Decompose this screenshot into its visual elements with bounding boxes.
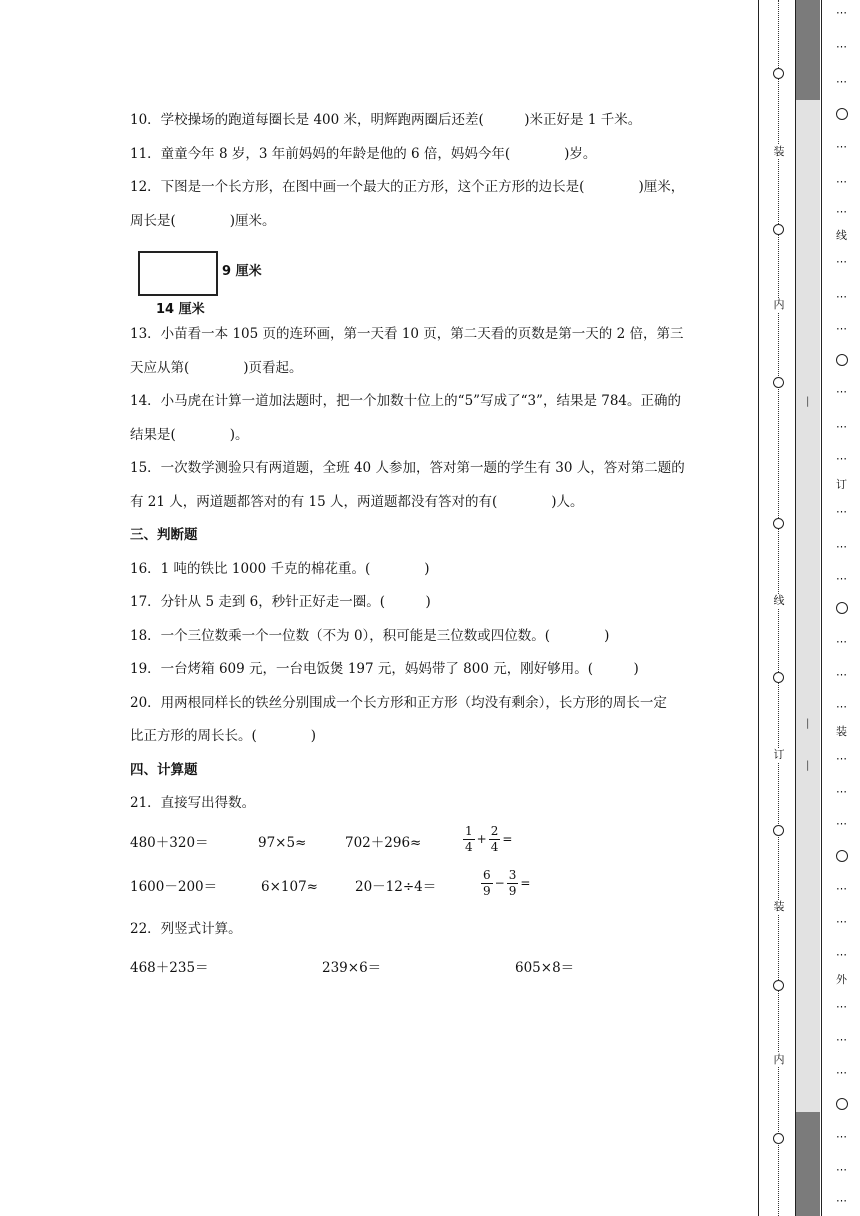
question-22: 22．列竖式计算。 <box>130 920 242 937</box>
margin-tick: | <box>806 760 810 771</box>
question-16: 16．1 吨的铁比 1000 千克的棉花重。( ) <box>130 560 430 577</box>
binding-label: 内 <box>773 298 785 311</box>
rectangle-length-label: 14 厘米 <box>156 302 205 317</box>
dot-filler: ⋯ <box>836 1000 848 1013</box>
dot-filler: ⋯ <box>836 635 848 648</box>
binding-hole-icon <box>773 68 784 79</box>
question-10: 10．学校操场的跑道每圈长是 400 米，明辉跑两圈后还差( )米正好是 1 千米。 <box>130 112 642 128</box>
denominator: 4 <box>490 839 499 854</box>
dot-filler: ⋯ <box>836 140 848 153</box>
vertical-calc-item: 605×8＝ <box>515 960 575 976</box>
dot-filler: ⋯ <box>836 6 848 19</box>
binding-hole-icon <box>773 377 784 388</box>
dot-filler: ⋯ <box>836 1130 848 1143</box>
binding-hole-icon <box>773 518 784 529</box>
question-12-line2: 周长是( )厘米。 <box>130 212 276 229</box>
question-21: 21．直接写出得数。 <box>130 795 256 811</box>
outer-binding-label: 装 <box>836 725 848 738</box>
fraction-expression <box>480 868 531 899</box>
inner-binding-line <box>772 0 786 1216</box>
dot-filler: ⋯ <box>836 1194 848 1207</box>
binding-hole-icon <box>773 224 784 235</box>
calc-item: 480＋320＝ <box>130 834 209 851</box>
dot-filler: ⋯ <box>836 322 848 335</box>
dot-filler: ⋯ <box>836 817 848 830</box>
binding-dark-band-bottom <box>796 1112 820 1216</box>
dot-filler: ⋯ <box>836 175 848 188</box>
dot-filler: ⋯ <box>836 505 848 518</box>
question-20-line2: 比正方形的周长长。( ) <box>130 728 317 744</box>
question-14-line2: 结果是( )。 <box>130 426 249 443</box>
margin-tick: | <box>806 718 810 729</box>
question-13-line1: 13．小苗看一本 105 页的连环画，第一天看 10 页，第二天看的页数是第一天的 2 倍，第三 <box>130 326 684 342</box>
calc-item: 702＋296≈ <box>345 834 422 851</box>
dot-filler: ⋯ <box>836 75 848 88</box>
outer-binding-label: 订 <box>836 478 848 491</box>
calc-item: 97×5≈ <box>258 834 307 851</box>
binding-label: 内 <box>773 1053 785 1066</box>
dot-filler: ⋯ <box>836 1033 848 1046</box>
equals-sign: = <box>520 876 531 890</box>
dot-filler: ⋯ <box>836 540 848 553</box>
dot-filler: ⋯ <box>836 882 848 895</box>
question-15-line2: 有 21 人，两道题都答对的有 15 人，两道题都没有答对的有( )人。 <box>130 493 584 510</box>
dot-filler: ⋯ <box>836 420 848 433</box>
binding-label: 线 <box>773 594 785 607</box>
question-15-line1: 15．一次数学测验只有两道题，全班 40 人参加，答对第一题的学生有 30 人，答对第二题的 <box>130 460 685 476</box>
dot-filler: ⋯ <box>836 668 848 681</box>
binding-hole-icon <box>836 354 848 366</box>
question-19: 19．一台烤箱 609 元，一台电饭煲 197 元，妈妈带了 800 元，刚好够用。( ) <box>130 661 639 677</box>
binding-label: 装 <box>773 900 785 913</box>
outer-binding-label: 外 <box>836 973 848 986</box>
dot-filler: ⋯ <box>836 1163 848 1176</box>
binding-hole-icon <box>773 1133 784 1144</box>
section-heading-judgement: 三、判断题 <box>130 527 198 543</box>
section-heading-calculation: 四、计算题 <box>130 761 198 778</box>
outer-binding-line <box>832 0 852 1216</box>
dot-filler: ⋯ <box>836 785 848 798</box>
denominator: 9 <box>483 883 491 898</box>
dot-filler: ⋯ <box>836 1066 848 1079</box>
vertical-calc-item: 468＋235＝ <box>130 960 209 976</box>
fraction <box>489 824 501 855</box>
outer-binding-label: 线 <box>836 229 848 242</box>
dot-filler: ⋯ <box>836 385 848 398</box>
dot-filler: ⋯ <box>836 290 848 303</box>
binding-hole-icon <box>836 1098 848 1110</box>
rectangle-width-label: 9 厘米 <box>222 264 262 279</box>
question-11: 11．童童今年 8 岁，3 年前妈妈的年龄是他的 6 倍，妈妈今年( )岁。 <box>130 145 597 162</box>
operator: − <box>494 876 505 890</box>
binding-hole-icon <box>836 108 848 120</box>
binding-hole-icon <box>773 980 784 991</box>
calc-item: 20－12÷4＝ <box>355 878 437 895</box>
rectangle-figure <box>130 244 730 316</box>
fraction <box>463 824 475 855</box>
binding-hole-icon <box>773 672 784 683</box>
dotted-line <box>778 0 779 1216</box>
binding-hole-icon <box>836 602 848 614</box>
dot-filler: ⋯ <box>836 452 848 465</box>
binding-hole-icon <box>836 850 848 862</box>
calc-item: 6×107≈ <box>261 878 318 895</box>
question-18: 18．一个三位数乘一个一位数（不为 0），积可能是三位数或四位数。( ) <box>130 627 610 644</box>
denominator: 4 <box>465 839 473 854</box>
binding-gray-strip <box>796 0 820 1216</box>
fraction <box>481 868 493 899</box>
binding-label: 装 <box>773 145 785 158</box>
margin-border-right <box>821 0 822 1216</box>
binding-hole-icon <box>773 825 784 836</box>
dot-filler: ⋯ <box>836 572 848 585</box>
question-20-line1: 20．用两根同样长的铁丝分别围成一个长方形和正方形（均没有剩余），长方形的周长一定 <box>130 694 667 711</box>
dot-filler: ⋯ <box>836 40 848 53</box>
operator: + <box>476 832 487 846</box>
binding-label: 订 <box>773 748 785 761</box>
vertical-calc-row <box>130 946 730 990</box>
dot-filler: ⋯ <box>836 255 848 268</box>
dot-filler: ⋯ <box>836 205 848 218</box>
question-17: 17．分针从 5 走到 6，秒针正好走一圈。( ) <box>130 594 431 610</box>
fraction <box>507 868 519 899</box>
numerator: 3 <box>508 867 517 882</box>
dot-filler: ⋯ <box>836 752 848 765</box>
question-13-line2: 天应从第( )页看起。 <box>130 359 303 376</box>
question-14-line1: 14．小马虎在计算一道加法题时，把一个加数十位上的“5”写成了“3”，结果是 784。正确的 <box>130 393 682 409</box>
numerator: 1 <box>465 823 473 838</box>
calc-row-2 <box>130 865 730 909</box>
dot-filler: ⋯ <box>836 700 848 713</box>
calc-item: 1600－200＝ <box>130 878 218 895</box>
vertical-calc-item: 239×6＝ <box>322 960 382 976</box>
rectangle-shape <box>138 251 218 296</box>
denominator: 9 <box>508 883 517 898</box>
question-area <box>130 104 730 990</box>
question-12-line1: 12．下图是一个长方形，在图中画一个最大的正方形，这个正方形的边长是( )厘米， <box>130 179 685 195</box>
equals-sign: = <box>502 832 513 846</box>
calc-row-1 <box>130 821 730 865</box>
binding-dark-band-top <box>796 0 820 100</box>
margin-border-left <box>758 0 759 1216</box>
dot-filler: ⋯ <box>836 915 848 928</box>
numerator: 6 <box>483 867 491 882</box>
numerator: 2 <box>490 823 499 838</box>
fraction-expression <box>462 824 513 855</box>
margin-tick: | <box>806 396 810 407</box>
dot-filler: ⋯ <box>836 948 848 961</box>
